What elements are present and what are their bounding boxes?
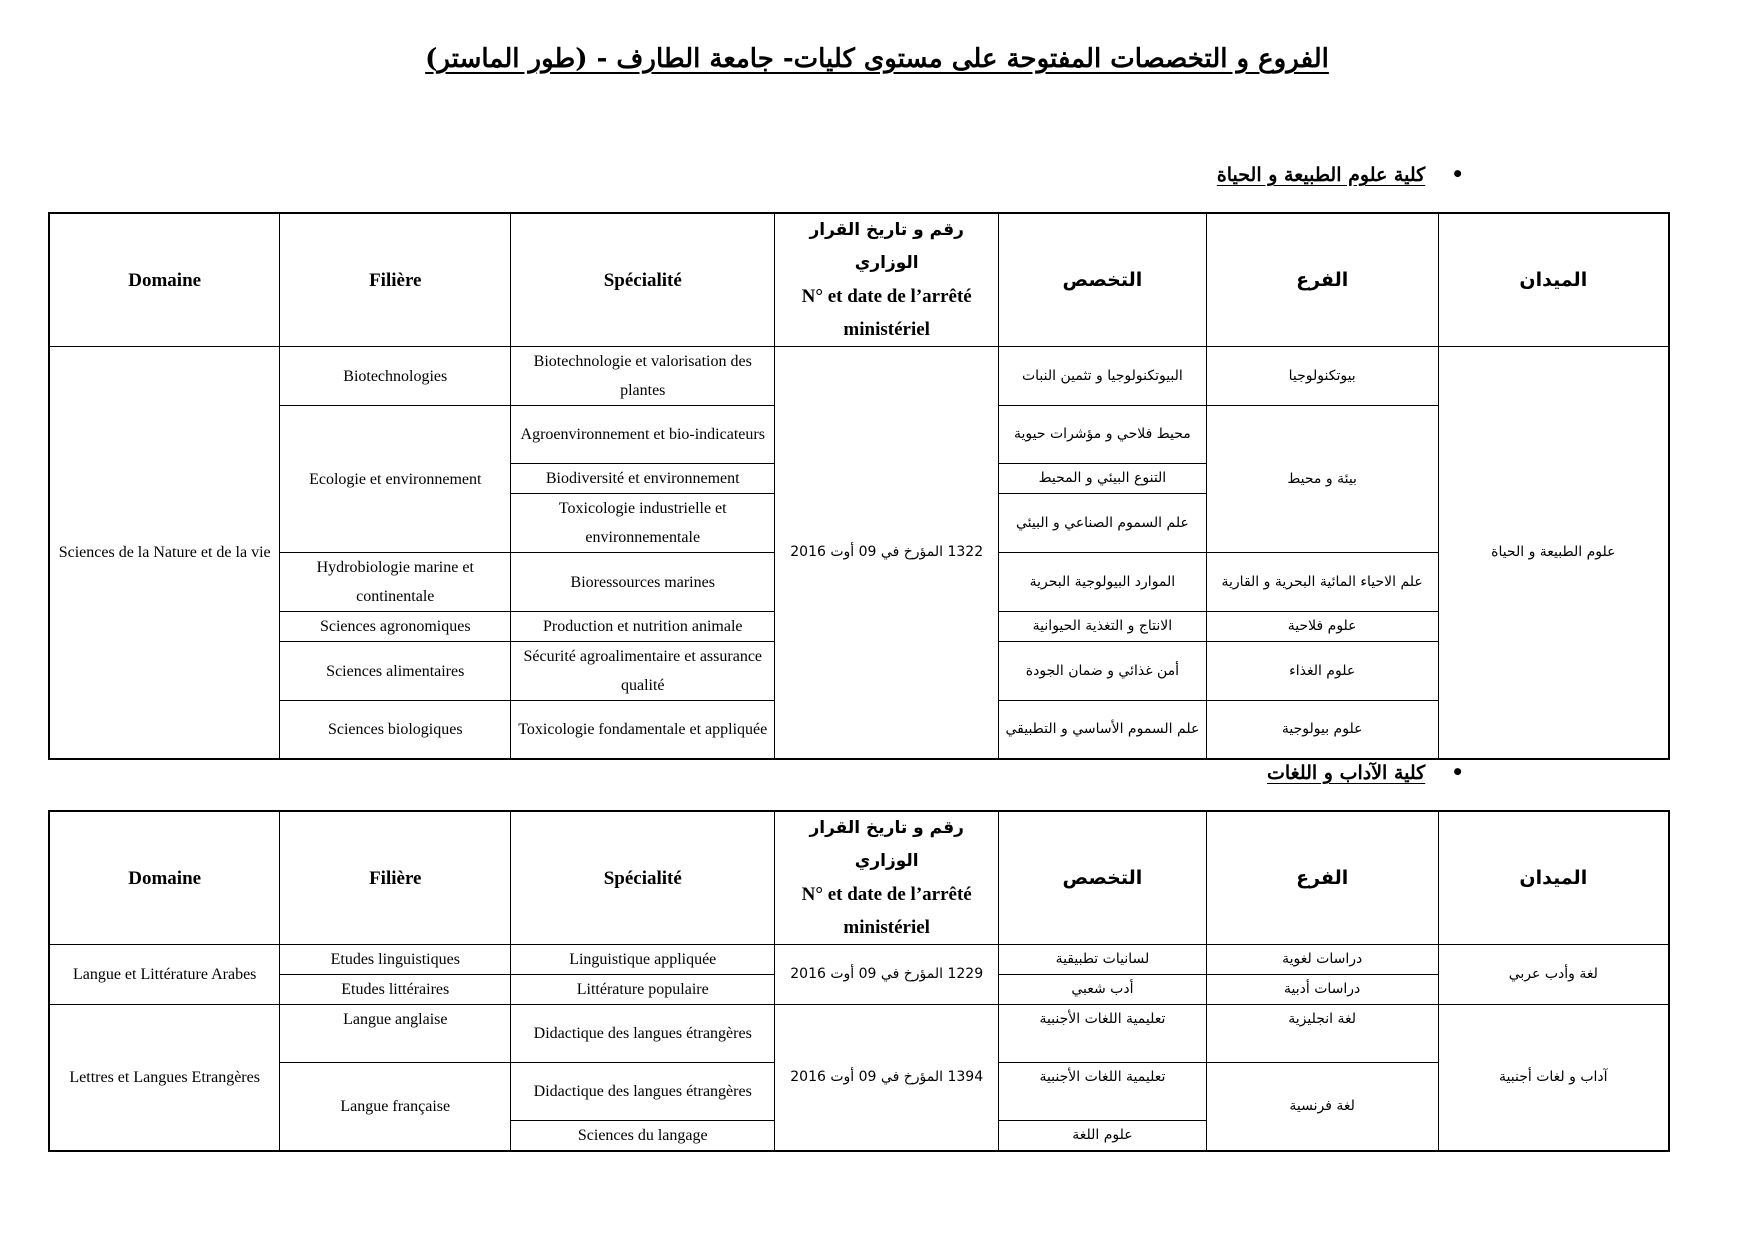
filiere-cell: Ecologie et environnement [280, 406, 511, 553]
faculty2-table [48, 810, 1670, 1152]
maydan-cell: لغة وأدب عربي [1438, 945, 1669, 1005]
header-far3: الفرع [1206, 213, 1438, 347]
header-arrete-ar: رقم و تاريخ القرار الوزاري [809, 818, 964, 871]
specialite-cell: Agroenvironnement et bio-indicateurs [511, 406, 775, 464]
specialite-cell: Linguistique appliquée [511, 945, 775, 975]
far3-cell: بيئة و محيط [1206, 406, 1438, 553]
specialite-cell: Sciences du langage [511, 1121, 775, 1152]
specialite-cell: Littérature populaire [511, 975, 775, 1005]
specialite-cell: Sécurité agroalimentaire et assurance qualité [511, 642, 775, 701]
takhassos-cell: البيوتكنولوجيا و تثمين النبات [999, 347, 1207, 406]
filiere-cell: Sciences agronomiques [280, 612, 511, 642]
takhassos-cell: لسانيات تطبيقية [999, 945, 1207, 975]
header-domaine: Domaine [49, 811, 280, 945]
specialite-cell: Biotechnologie et valorisation des plantes [511, 347, 775, 406]
header-takhassos: التخصص [999, 213, 1207, 347]
takhassos-cell: علوم اللغة [999, 1121, 1207, 1152]
header-specialite: Spécialité [511, 811, 775, 945]
arrete-cell: 1394 المؤرخ في 09 أوت 2016 [775, 1005, 999, 1152]
specialite-cell: Toxicologie fondamentale et appliquée [511, 701, 775, 759]
filiere-cell: Langue française [280, 1063, 511, 1152]
far3-cell: لغة فرنسية [1206, 1063, 1438, 1152]
arrete-cell: 1322 المؤرخ في 09 أوت 2016 [775, 347, 999, 759]
takhassos-cell: تعليمية اللغات الأجنبية [999, 1005, 1207, 1063]
bullet-icon: • [1451, 162, 1464, 186]
takhassos-cell: محيط فلاحي و مؤشرات حيوية [999, 406, 1207, 464]
arrete-cell: 1229 المؤرخ في 09 أوت 2016 [775, 945, 999, 1005]
domaine-cell: Langue et Littérature Arabes [49, 945, 280, 1005]
filiere-cell: Sciences biologiques [280, 701, 511, 759]
domaine-cell: Lettres et Langues Etrangères [49, 1005, 280, 1152]
far3-cell: علوم فلاحية [1206, 612, 1438, 642]
specialite-cell: Biodiversité et environnement [511, 464, 775, 494]
faculty2-name: كلية الآداب و اللغات [1266, 762, 1426, 784]
takhassos-cell: علم السموم الأساسي و التطبيقي [999, 701, 1207, 759]
takhassos-cell: علم السموم الصناعي و البيئي [999, 494, 1207, 553]
header-far3: الفرع [1206, 811, 1438, 945]
far3-cell: دراسات أدبية [1206, 975, 1438, 1005]
takhassos-cell: التنوع البيئي و المحيط [999, 464, 1207, 494]
header-row [49, 811, 1669, 945]
far3-cell: لغة انجليزية [1206, 1005, 1438, 1063]
takhassos-cell: تعليمية اللغات الأجنبية [999, 1063, 1207, 1121]
header-maydan: الميدان [1438, 213, 1669, 347]
header-takhassos: التخصص [999, 811, 1207, 945]
specialite-cell: Production et nutrition animale [511, 612, 775, 642]
filiere-cell: Sciences alimentaires [280, 642, 511, 701]
filiere-cell: Langue anglaise [280, 1005, 511, 1063]
page-title: الفروع و التخصصات المفتوحة على مستوى كليات- جامعة الطارف - (طور الماستر) [425, 44, 1329, 74]
specialite-cell: Didactique des langues étrangères [511, 1063, 775, 1121]
table-row [49, 347, 1669, 406]
header-arrete-ar: رقم و تاريخ القرار الوزاري [809, 220, 964, 273]
header-arrete-fr2: ministériel [843, 917, 930, 938]
header-specialite: Spécialité [511, 213, 775, 347]
filiere-cell: Etudes littéraires [280, 975, 511, 1005]
specialite-cell: Bioressources marines [511, 553, 775, 612]
header-arrete-fr2: ministériel [843, 319, 930, 340]
filiere-cell: Etudes linguistiques [280, 945, 511, 975]
header-maydan: الميدان [1438, 811, 1669, 945]
faculty1-table [48, 212, 1670, 760]
header-arrete [775, 811, 999, 945]
header-arrete-fr1: N° et date de l’arrêté [801, 884, 972, 905]
header-arrete [775, 213, 999, 347]
filiere-cell: Biotechnologies [280, 347, 511, 406]
takhassos-cell: أدب شعبي [999, 975, 1207, 1005]
takhassos-cell: الموارد البيولوجية البحرية [999, 553, 1207, 612]
header-filiere: Filière [280, 213, 511, 347]
faculty1-name: كلية علوم الطبيعة و الحياة [1216, 164, 1426, 186]
bullet-icon: • [1451, 760, 1464, 784]
maydan-cell: علوم الطبيعة و الحياة [1438, 347, 1669, 759]
far3-cell: بيوتكنولوجيا [1206, 347, 1438, 406]
table-row [49, 1005, 1669, 1063]
table-row [49, 945, 1669, 975]
filiere-cell: Hydrobiologie marine et continentale [280, 553, 511, 612]
specialite-cell: Didactique des langues étrangères [511, 1005, 775, 1063]
specialite-cell: Toxicologie industrielle et environnementale [511, 494, 775, 553]
far3-cell: علوم الغذاء [1206, 642, 1438, 701]
header-arrete-fr1: N° et date de l’arrêté [801, 286, 972, 307]
takhassos-cell: أمن غذائي و ضمان الجودة [999, 642, 1207, 701]
domaine-cell: Sciences de la Nature et de la vie [49, 347, 280, 759]
takhassos-cell: الانتاج و التغذية الحيوانية [999, 612, 1207, 642]
far3-cell: علم الاحياء المائية البحرية و القارية [1206, 553, 1438, 612]
header-filiere: Filière [280, 811, 511, 945]
maydan-cell: آداب و لغات أجنبية [1438, 1005, 1669, 1152]
faculty2-heading [1267, 760, 1464, 784]
header-row [49, 213, 1669, 347]
faculty1-heading [1217, 162, 1464, 186]
far3-cell: علوم بيولوجية [1206, 701, 1438, 759]
header-domaine: Domaine [49, 213, 280, 347]
far3-cell: دراسات لغوية [1206, 945, 1438, 975]
